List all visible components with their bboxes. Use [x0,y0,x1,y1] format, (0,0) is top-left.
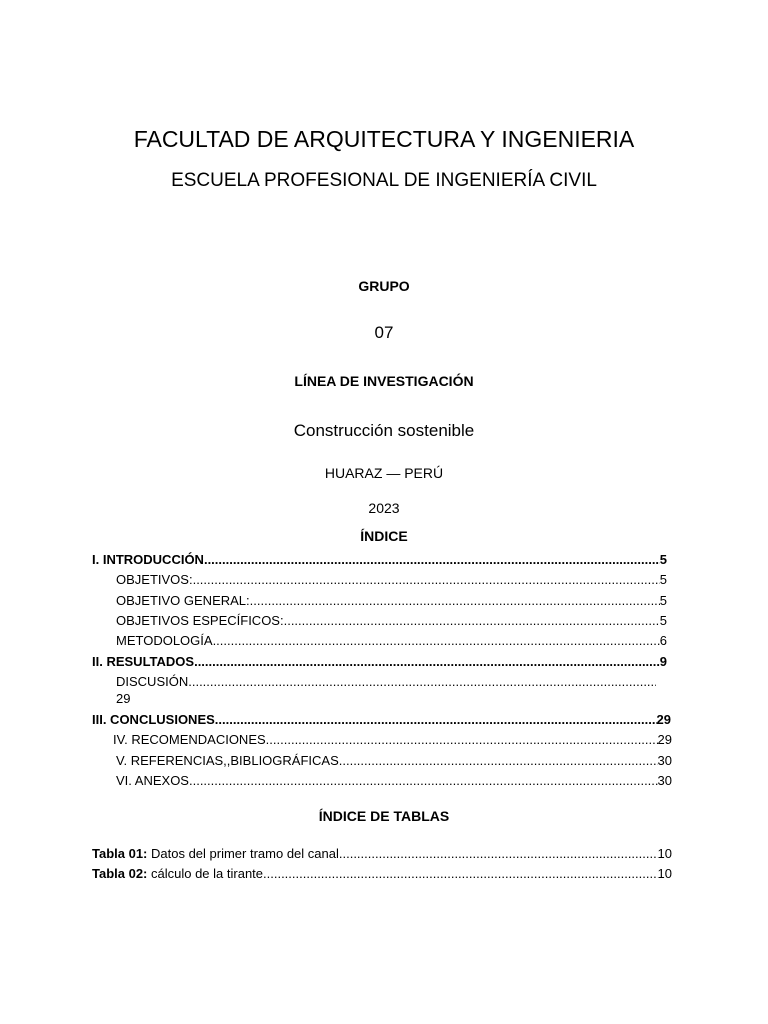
tables-index-title: ÍNDICE DE TABLAS [318,808,450,824]
toc-leader-dots [204,551,660,568]
toc-entry-metodologia[interactable] [116,632,667,649]
research-line-label: LÍNEA DE INVESTIGACIÓN [294,373,474,389]
table-index-entry-01[interactable] [92,845,672,862]
toc-leader-dots [193,571,660,588]
toc-entry-resultados[interactable] [92,653,667,670]
toc-entry-page: 5 [659,572,667,587]
toc-leader-dots [215,711,657,728]
toc-entry-label: METODOLOGÍA [116,633,213,648]
group-label: GRUPO [358,278,410,294]
toc-entry-page: 5 [659,613,667,628]
place-text: HUARAZ — PERÚ [324,465,444,481]
school-title: ESCUELA PROFESIONAL DE INGENIERÍA CIVIL [171,170,597,191]
toc-title: ÍNDICE [360,528,408,544]
toc-leader-dots [189,772,658,789]
toc-entry-page: 5 [659,552,667,567]
toc-entry-label: OBJETIVOS ESPECÍFICOS: [116,613,284,628]
toc-leader-dots [250,592,660,609]
toc-leader-dots [263,865,658,882]
year-text: 2023 [368,500,400,516]
toc-leader-dots [188,673,656,690]
toc-entry-recomendaciones[interactable] [113,731,672,748]
toc-entry-label: VI. ANEXOS [116,773,189,788]
toc-entry-discusion[interactable] [116,673,656,690]
toc-entry-page: 9 [659,654,667,669]
table-index-label: Datos del primer tramo del canal [147,846,339,861]
toc-entry-label: DISCUSIÓN [116,674,189,689]
toc-entry-label: IV. RECOMENDACIONES [113,732,266,747]
toc-entry-label: OBJETIVO GENERAL: [116,593,250,608]
table-index-page: 10 [657,866,672,881]
toc-entry-page: 6 [659,633,667,648]
toc-leader-dots [284,612,660,629]
toc-entry-page: 30 [657,773,672,788]
toc-entry-label: V. REFERENCIAS,,BIBLIOGRÁFICAS [116,753,339,768]
toc-entry-objetivos-especificos[interactable] [116,612,667,629]
toc-entry-page: 29 [656,712,671,727]
research-line-value: Construcción sostenible [293,421,475,440]
table-index-label: cálculo de la tirante [147,866,264,881]
toc-entry-page: 5 [659,593,667,608]
toc-entry-objetivo-general[interactable] [116,592,667,609]
toc-leader-dots [339,845,658,862]
toc-leader-dots [339,752,658,769]
faculty-title: FACULTAD DE ARQUITECTURA Y INGENIERIA [133,126,635,152]
toc-leader-dots [194,653,660,670]
toc-entry-label: OBJETIVOS: [116,572,193,587]
toc-entry-introduccion[interactable] [92,551,667,568]
toc-entry-objetivos[interactable] [116,571,667,588]
toc-entry-page: 29 [657,732,672,747]
toc-entry-label: II. RESULTADOS [92,654,195,669]
toc-leader-dots [213,632,660,649]
table-index-prefix: Tabla 01: [92,846,148,861]
toc-entry-conclusiones[interactable] [92,711,671,728]
toc-entry-page: 29 [116,691,131,706]
toc-leader-dots [266,731,658,748]
table-index-prefix: Tabla 02: [92,866,148,881]
table-index-entry-02[interactable] [92,865,672,882]
toc-entry-page: 30 [657,753,672,768]
group-number: 07 [374,323,394,342]
toc-entry-referencias[interactable] [116,752,672,769]
toc-entry-label: I. INTRODUCCIÓN [92,552,204,567]
table-index-page: 10 [657,846,672,861]
toc-entry-anexos[interactable] [116,772,672,789]
toc-entry-label: III. CONCLUSIONES [92,712,215,727]
